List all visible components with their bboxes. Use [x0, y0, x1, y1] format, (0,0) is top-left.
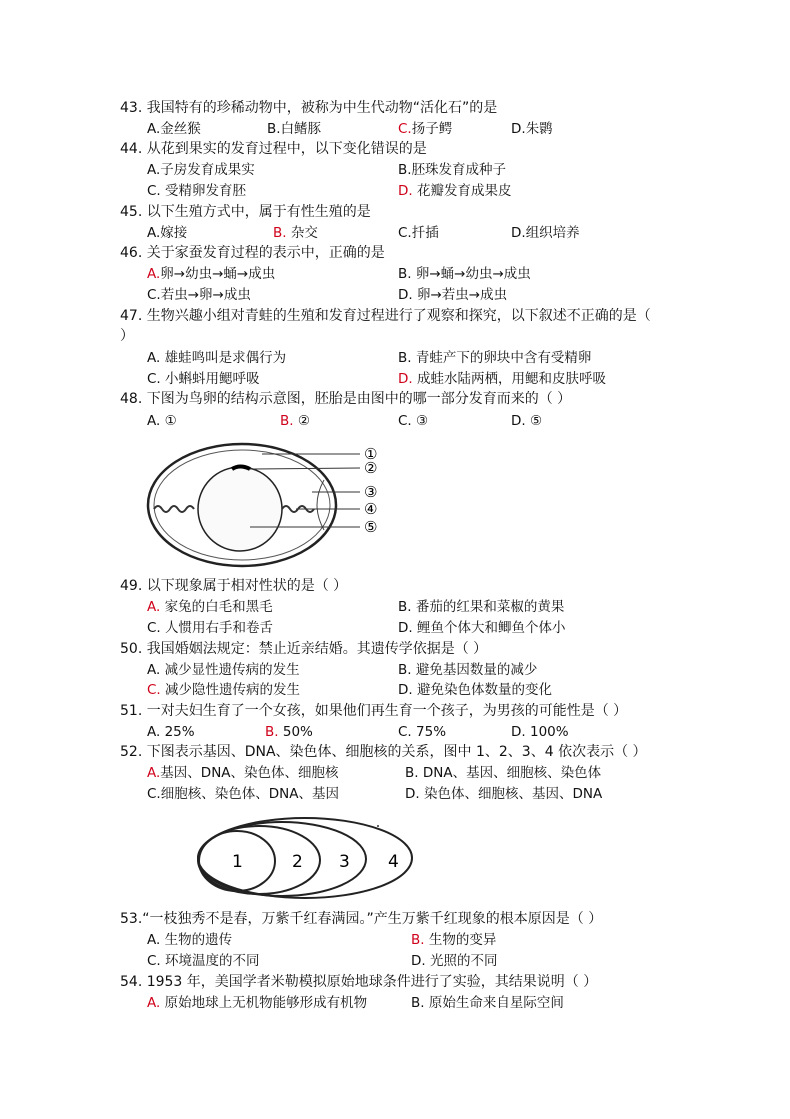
q47-option-a[interactable]: A. 雄蛙鸣叫是求偶行为	[147, 350, 287, 366]
egg-label-1: ①	[364, 445, 378, 463]
q43-option-a[interactable]: A.金丝猴	[147, 121, 201, 137]
question-48-stem: 48. 下图为鸟卵的结构示意图，胚胎是由图中的哪一部分发育而来的（ ）	[120, 391, 572, 407]
q48-option-a[interactable]: A. ①	[147, 413, 177, 429]
ellipse-label-3: 3	[339, 852, 350, 872]
air-cell	[317, 480, 324, 530]
question-47-stem-cont: ）	[120, 328, 134, 344]
question-46-stem: 46. 关于家蚕发育过程的表示中，正确的是	[120, 245, 385, 261]
q46-option-a[interactable]: A.卵→幼虫→蛹→成虫	[147, 266, 276, 282]
q45-option-d[interactable]: D.组织培养	[511, 225, 580, 241]
q44-option-a[interactable]: A.子房发育成果实	[147, 162, 255, 178]
q48-option-b[interactable]: B. ②	[280, 413, 310, 429]
q45-option-c[interactable]: C.扦插	[398, 225, 439, 241]
q46-option-b[interactable]: B. 卵→蛹→幼虫→成虫	[398, 266, 531, 282]
question-51-stem: 51. 一对夫妇生育了一个女孩，如果他们再生育一个孩子，为男孩的可能性是（ ）	[120, 703, 628, 719]
q51-option-b[interactable]: B. 50%	[265, 724, 313, 740]
q44-option-c[interactable]: C. 受精卵发育胚	[147, 183, 247, 199]
question-49-stem: 49. 以下现象属于相对性状的是（ ）	[120, 578, 348, 594]
q52-option-a[interactable]: A.基因、DNA、染色体、细胞核	[147, 765, 339, 781]
q53-option-d[interactable]: D. 光照的不同	[411, 953, 498, 969]
q50-option-b[interactable]: B. 避免基因数量的减少	[398, 662, 538, 678]
chalaza-left	[154, 506, 194, 512]
gene-dna-chromosome-nucleus-diagram	[192, 812, 420, 904]
q50-option-a[interactable]: A. 减少显性遗传病的发生	[147, 662, 300, 678]
q54-option-b[interactable]: B. 原始生命来自星际空间	[411, 995, 564, 1011]
yolk	[198, 467, 282, 551]
q47-option-c[interactable]: C. 小蝌蚪用鳃呼吸	[147, 371, 260, 387]
ellipse-label-2: 2	[292, 852, 303, 872]
question-50-stem: 50. 我国婚姻法规定：禁止近亲结婚。其遗传学依据是（ ）	[120, 641, 488, 657]
q52-option-c[interactable]: C.细胞核、染色体、DNA、基因	[147, 786, 339, 802]
q49-option-c[interactable]: C. 人惯用右手和卷舌	[147, 620, 274, 636]
q50-option-c[interactable]: C. 减少隐性遗传病的发生	[147, 682, 301, 698]
q47-option-d[interactable]: D. 成蛙水陆两栖，用鳃和皮肤呼吸	[398, 371, 606, 387]
q53-option-a[interactable]: A. 生物的遗传	[147, 932, 233, 948]
egg-label-4: ④	[364, 500, 378, 518]
q52-option-b[interactable]: B. DNA、基因、细胞核、染色体	[405, 765, 602, 781]
q51-option-c[interactable]: C. 75%	[398, 724, 447, 740]
q53-option-b[interactable]: B. 生物的变异	[411, 932, 497, 948]
q43-option-d[interactable]: D.朱鹮	[511, 121, 553, 137]
q51-option-a[interactable]: A. 25%	[147, 724, 195, 740]
q45-option-a[interactable]: A.嫁接	[147, 225, 188, 241]
q54-option-a[interactable]: A. 原始地球上无机物能够形成有机物	[147, 995, 368, 1011]
q44-option-b[interactable]: B.胚珠发育成种子	[398, 162, 507, 178]
egg-label-3: ③	[364, 483, 378, 501]
q49-option-b[interactable]: B. 番茄的红果和菜椒的黄果	[398, 599, 565, 615]
q45-option-b[interactable]: B. 杂交	[273, 225, 318, 241]
question-44-stem: 44. 从花到果实的发育过程中，以下变化错误的是	[120, 141, 427, 157]
q47-option-b[interactable]: B. 青蛙产下的卵块中含有受精卵	[398, 350, 592, 366]
pointer-line-2	[250, 468, 360, 469]
bird-egg-diagram	[140, 438, 390, 573]
question-45-stem: 45. 以下生殖方式中，属于有性生殖的是	[120, 204, 371, 220]
question-53-stem: 53.“一枝独秀不是春，万紫千红春满园。”产生万紫千红现象的根本原因是（ ）	[120, 911, 603, 927]
q48-option-d[interactable]: D. ⑤	[511, 413, 543, 429]
q43-option-b[interactable]: B.白鳍豚	[267, 121, 322, 137]
question-52-stem: 52. 下图表示基因、DNA、染色体、细胞核的关系，图中 1、2、3、4 依次表示（ ）	[120, 744, 647, 760]
q52-option-d[interactable]: D. 染色体、细胞核、基因、DNA	[405, 786, 603, 802]
q53-option-c[interactable]: C. 环境温度的不同	[147, 953, 260, 969]
egg-label-2: ②	[364, 459, 378, 477]
ellipse-label-1: 1	[232, 852, 243, 872]
q46-option-c[interactable]: C.若虫→卵→成虫	[147, 287, 251, 303]
q49-option-a[interactable]: A. 家兔的白毛和黑毛	[147, 599, 273, 615]
ellipse-label-4: 4	[388, 852, 399, 872]
question-43-stem: 43. 我国特有的珍稀动物中，被称为中生代动物“活化石”的是	[120, 100, 498, 116]
q46-option-d[interactable]: D. 卵→若虫→成虫	[398, 287, 508, 303]
q43-option-c[interactable]: C.扬子鳄	[398, 121, 453, 137]
q49-option-d[interactable]: D. 鲤鱼个体大和鲫鱼个体小	[398, 620, 566, 636]
question-54-stem: 54. 1953 年，美国学者米勒模拟原始地球条件进行了实验，其结果说明（ ）	[120, 974, 598, 990]
q48-option-c[interactable]: C. ③	[398, 413, 429, 429]
q50-option-d[interactable]: D. 避免染色体数量的变化	[398, 682, 552, 698]
question-47-stem: 47. 生物兴趣小组对青蛙的生殖和发育过程进行了观察和探究，以下叙述不正确的是（	[120, 308, 651, 324]
q51-option-d[interactable]: D. 100%	[511, 724, 569, 740]
egg-label-5: ⑤	[364, 518, 378, 536]
q44-option-d[interactable]: D. 花瓣发育成果皮	[398, 183, 512, 199]
